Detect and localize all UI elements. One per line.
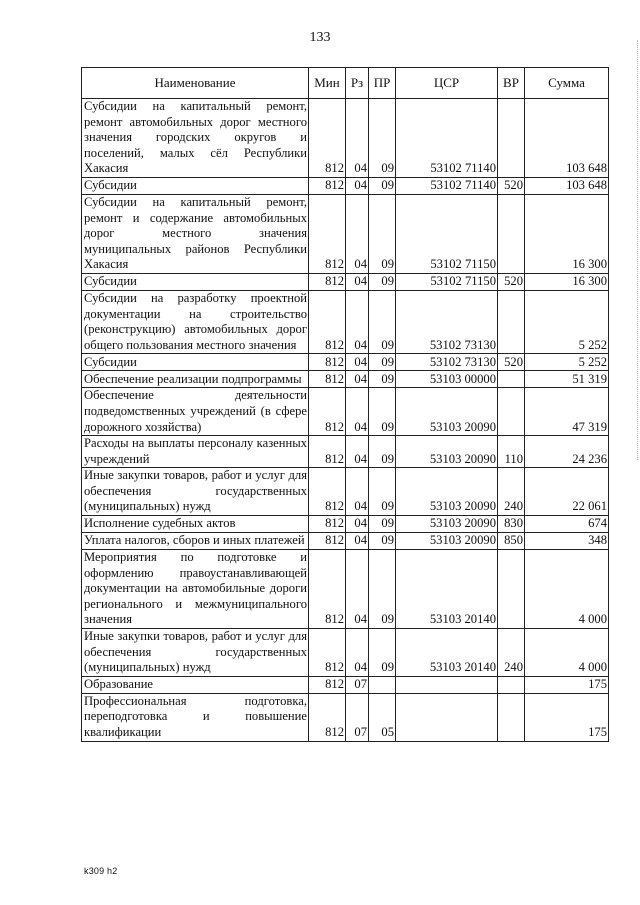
- cell-pr: 09: [369, 550, 396, 629]
- cell-min: 812: [309, 550, 346, 629]
- cell-name: Субсидии на разработку проектной документации на строительство (реконструкцию) автомобильных дорог общего пользования местного значения: [82, 290, 309, 353]
- cell-name: Профессиональная подготовка, переподготовка и повышение квалификации: [82, 693, 309, 741]
- page-number: 133: [309, 30, 331, 45]
- cell-sum: 103 648: [525, 99, 609, 178]
- table-row: [82, 371, 609, 388]
- footer-code: k309 h2: [84, 866, 118, 876]
- cell-sum: 24 236: [525, 436, 609, 468]
- cell-rz: 04: [346, 290, 369, 353]
- cell-vr: [498, 550, 525, 629]
- cell-pr: 09: [369, 194, 396, 273]
- cell-sum: 4 000: [525, 550, 609, 629]
- cell-sum: 5 252: [525, 354, 609, 371]
- cell-min: 812: [309, 693, 346, 741]
- cell-pr: 09: [369, 516, 396, 533]
- cell-pr: 09: [369, 354, 396, 371]
- cell-rz: 04: [346, 371, 369, 388]
- cell-vr: 830: [498, 516, 525, 533]
- cell-min: 812: [309, 194, 346, 273]
- table-row: [82, 516, 609, 533]
- header-csr: ЦСР: [396, 68, 498, 99]
- cell-csr: 53102 71140: [396, 177, 498, 194]
- table-row: [82, 533, 609, 550]
- cell-csr: 53103 20140: [396, 629, 498, 677]
- cell-pr: 09: [369, 177, 396, 194]
- cell-min: 812: [309, 273, 346, 290]
- cell-min: 812: [309, 468, 346, 516]
- header-rz: Рз: [346, 68, 369, 99]
- cell-rz: 04: [346, 354, 369, 371]
- cell-min: 812: [309, 676, 346, 693]
- cell-min: 812: [309, 99, 346, 178]
- cell-sum: 175: [525, 693, 609, 741]
- cell-name: Обеспечение деятельности подведомственных учреждений (в сфере дорожного хозяйства): [82, 388, 309, 436]
- cell-name: Образование: [82, 676, 309, 693]
- cell-rz: 04: [346, 273, 369, 290]
- cell-name: Субсидии: [82, 354, 309, 371]
- cell-rz: 04: [346, 194, 369, 273]
- cell-vr: [498, 693, 525, 741]
- cell-csr: 53102 71140: [396, 99, 498, 178]
- table-row: [82, 99, 609, 178]
- cell-sum: 47 319: [525, 388, 609, 436]
- cell-vr: [498, 99, 525, 178]
- table-header-row: [82, 68, 609, 99]
- cell-min: 812: [309, 533, 346, 550]
- cell-csr: [396, 693, 498, 741]
- cell-min: 812: [309, 629, 346, 677]
- table-row: [82, 629, 609, 677]
- table-row: [82, 550, 609, 629]
- cell-vr: 110: [498, 436, 525, 468]
- cell-csr: 53102 73130: [396, 354, 498, 371]
- cell-sum: 4 000: [525, 629, 609, 677]
- cell-min: 812: [309, 354, 346, 371]
- cell-csr: 53103 20090: [396, 436, 498, 468]
- cell-pr: 09: [369, 436, 396, 468]
- cell-vr: [498, 194, 525, 273]
- cell-sum: 22 061: [525, 468, 609, 516]
- cell-csr: 53102 73130: [396, 290, 498, 353]
- header-sum: Сумма: [525, 68, 609, 99]
- cell-rz: 04: [346, 550, 369, 629]
- cell-sum: 103 648: [525, 177, 609, 194]
- cell-csr: 53103 20090: [396, 516, 498, 533]
- cell-pr: 09: [369, 99, 396, 178]
- cell-sum: 348: [525, 533, 609, 550]
- table-row: [82, 273, 609, 290]
- cell-vr: [498, 290, 525, 353]
- table-row: [82, 468, 609, 516]
- cell-csr: [396, 676, 498, 693]
- table-row: [82, 194, 609, 273]
- cell-min: 812: [309, 436, 346, 468]
- cell-name: Обеспечение реализации подпрограммы: [82, 371, 309, 388]
- cell-csr: 53103 00000: [396, 371, 498, 388]
- budget-table: [81, 67, 609, 742]
- cell-csr: 53103 20090: [396, 533, 498, 550]
- cell-name: Субсидии: [82, 177, 309, 194]
- margin-stamp: [629, 40, 638, 460]
- cell-name: Субсидии на капитальный ремонт, ремонт и содержание автомобильных дорог местного значения муниципальных районов Республики Хакасия: [82, 194, 309, 273]
- cell-name: Расходы на выплаты персоналу казенных учреждений: [82, 436, 309, 468]
- cell-rz: 04: [346, 468, 369, 516]
- cell-csr: 53102 71150: [396, 273, 498, 290]
- cell-min: 812: [309, 516, 346, 533]
- table-row: [82, 388, 609, 436]
- cell-pr: 09: [369, 468, 396, 516]
- cell-rz: 04: [346, 177, 369, 194]
- cell-vr: [498, 371, 525, 388]
- table-row: [82, 693, 609, 741]
- cell-vr: 520: [498, 177, 525, 194]
- cell-rz: 04: [346, 629, 369, 677]
- cell-min: 812: [309, 388, 346, 436]
- cell-pr: [369, 676, 396, 693]
- table-row: [82, 354, 609, 371]
- cell-vr: 850: [498, 533, 525, 550]
- cell-sum: 5 252: [525, 290, 609, 353]
- cell-vr: 520: [498, 273, 525, 290]
- cell-name: Иные закупки товаров, работ и услуг для обеспечения государственных (муниципальных) нужд: [82, 629, 309, 677]
- cell-sum: 16 300: [525, 194, 609, 273]
- cell-pr: 09: [369, 629, 396, 677]
- cell-min: 812: [309, 371, 346, 388]
- cell-name: Исполнение судебных актов: [82, 516, 309, 533]
- header-name: Наименование: [82, 68, 309, 99]
- cell-csr: 53103 20090: [396, 388, 498, 436]
- cell-pr: 09: [369, 273, 396, 290]
- table-row: [82, 676, 609, 693]
- header-min: Мин: [309, 68, 346, 99]
- cell-vr: 520: [498, 354, 525, 371]
- cell-pr: 09: [369, 533, 396, 550]
- cell-rz: 04: [346, 436, 369, 468]
- cell-min: 812: [309, 177, 346, 194]
- cell-vr: 240: [498, 468, 525, 516]
- cell-vr: [498, 676, 525, 693]
- cell-name: Иные закупки товаров, работ и услуг для обеспечения государственных (муниципальных) нужд: [82, 468, 309, 516]
- table-body: [82, 99, 609, 742]
- header-pr: ПР: [369, 68, 396, 99]
- cell-rz: 04: [346, 388, 369, 436]
- cell-name: Субсидии: [82, 273, 309, 290]
- table-row: [82, 177, 609, 194]
- table-row: [82, 290, 609, 353]
- cell-sum: 16 300: [525, 273, 609, 290]
- cell-csr: 53103 20090: [396, 468, 498, 516]
- cell-sum: 674: [525, 516, 609, 533]
- cell-csr: 53103 20140: [396, 550, 498, 629]
- cell-pr: 09: [369, 290, 396, 353]
- table-row: [82, 436, 609, 468]
- cell-rz: 07: [346, 676, 369, 693]
- budget-table-container: [81, 67, 609, 742]
- cell-rz: 04: [346, 516, 369, 533]
- cell-pr: 09: [369, 371, 396, 388]
- cell-vr: [498, 388, 525, 436]
- cell-name: Уплата налогов, сборов и иных платежей: [82, 533, 309, 550]
- cell-rz: 07: [346, 693, 369, 741]
- cell-min: 812: [309, 290, 346, 353]
- cell-sum: 51 319: [525, 371, 609, 388]
- cell-sum: 175: [525, 676, 609, 693]
- cell-pr: 09: [369, 388, 396, 436]
- cell-pr: 05: [369, 693, 396, 741]
- cell-rz: 04: [346, 533, 369, 550]
- cell-name: Субсидии на капитальный ремонт, ремонт автомобильных дорог местного значения городских округов и поселений, малых сёл Республики Хакасия: [82, 99, 309, 178]
- cell-csr: 53102 71150: [396, 194, 498, 273]
- cell-vr: 240: [498, 629, 525, 677]
- cell-rz: 04: [346, 99, 369, 178]
- header-vr: ВР: [498, 68, 525, 99]
- cell-name: Мероприятия по подготовке и оформлению правоустанавливающей документации на автомобильные дороги регионального и межмуниципального значения: [82, 550, 309, 629]
